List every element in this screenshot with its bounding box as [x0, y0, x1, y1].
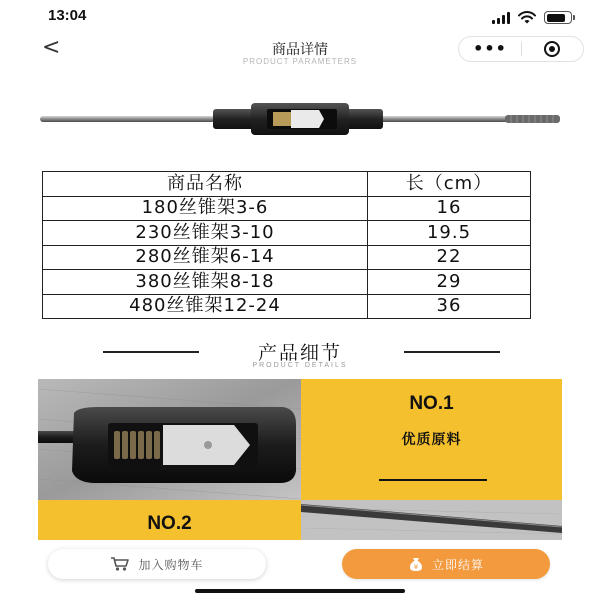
back-chevron-icon[interactable]: <: [42, 35, 61, 60]
no2-panel: [38, 500, 301, 540]
status-icons: [492, 10, 572, 24]
cell-product-name: 230丝锥架3-10: [43, 221, 368, 246]
cell-length: 29: [368, 270, 531, 295]
cell-length: 16: [368, 196, 531, 221]
heading-line-right: [404, 351, 500, 353]
detail-photo-head: [38, 379, 301, 500]
table-row: [43, 221, 531, 246]
no2-label: NO.2: [147, 513, 192, 534]
battery-icon: [544, 11, 572, 24]
checkout-button[interactable]: [342, 549, 550, 579]
cell-product-name: 180丝锥架3-6: [43, 196, 368, 221]
table-row: [43, 270, 531, 295]
table-row: [43, 294, 531, 319]
bottom-action-bar: [0, 542, 600, 600]
cell-length: 22: [368, 245, 531, 270]
signal-icon: [492, 12, 510, 24]
header-length: 长（cm）: [368, 172, 531, 197]
cell-length: 36: [368, 294, 531, 319]
checkout-label: 立即结算: [431, 557, 484, 572]
spec-table: [42, 171, 531, 319]
add-to-cart-label: 加入购物车: [138, 557, 204, 572]
cell-product-name: 280丝锥架6-14: [43, 245, 368, 270]
header-product-name: 商品名称: [43, 172, 368, 197]
details-subtitle: PRODUCT DETAILS: [252, 362, 348, 369]
details-title: 产品细节: [257, 342, 342, 364]
cart-icon: [110, 557, 130, 571]
status-time: 13:04: [48, 7, 87, 24]
more-dots-icon[interactable]: •••: [473, 39, 507, 58]
no1-label: NO.1: [409, 393, 454, 414]
details-heading: [0, 336, 600, 376]
no1-text: 优质原料: [401, 432, 462, 448]
no1-panel: [301, 379, 562, 500]
cell-product-name: 380丝锥架8-18: [43, 270, 368, 295]
detail-photo-rod: [301, 500, 562, 540]
spec-table-header: [43, 172, 531, 197]
add-to-cart-button[interactable]: [48, 549, 266, 579]
money-bag-icon: [408, 556, 424, 572]
no1-underline: [379, 479, 487, 481]
cell-product-name: 480丝锥架12-24: [43, 294, 368, 319]
status-bar: [0, 0, 600, 34]
wifi-icon: [518, 11, 536, 24]
cell-length: 19.5: [368, 221, 531, 246]
parameters-caption: PRODUCT PARAMETERS: [242, 57, 358, 66]
tap-wrench-image: [35, 95, 570, 145]
home-indicator[interactable]: [195, 589, 405, 593]
close-target-icon[interactable]: [522, 41, 583, 57]
table-row: [43, 196, 531, 221]
page-title: 商品详情: [272, 42, 328, 58]
svg-text:¥: ¥: [413, 563, 419, 571]
table-row: [43, 245, 531, 270]
